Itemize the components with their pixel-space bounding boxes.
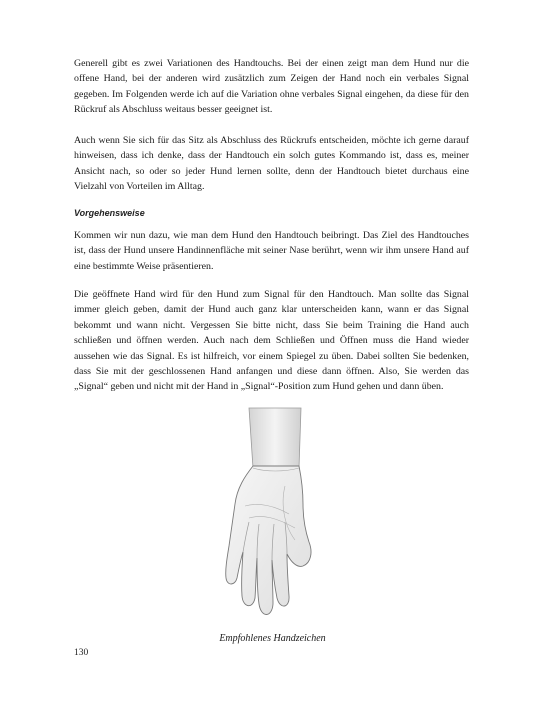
paragraph-sitz: Auch wenn Sie sich für das Sitz als Abschluss des Rückrufs entscheiden, möchte ich gerne darauf hinweisen, dass ich denke, dass der Handtouch ein solch gutes Kommando ist, dass es, meiner Ansicht nach, so oder so jeder Hund lernen sollte, denn der Handtouch bietet durchaus eine Vielzahl von Vorteilen im Alltag. xyxy=(74,135,469,193)
hand-illustration xyxy=(215,406,335,628)
figure-caption: Empfohlenes Handzeichen xyxy=(219,633,326,644)
paragraph-ziel: Kommen wir nun dazu, wie man dem Hund den Handtouch beibringt. Das Ziel des Handtouches ist, dass der Hund unsere Handinnenfläche mit seiner Nase berührt, wenn wir ihm unsere Hand auf eine bestimmte Weise präsentieren. xyxy=(74,230,469,272)
section-heading: Vorgehensweise xyxy=(74,208,145,218)
paragraph-signal: Die geöffnete Hand wird für den Hund zum Signal für den Handtouch. Man sollte das Signal immer gleich geben, damit der Hund auch ganz klar unterscheiden kann, wann er das Signal bekommt und wann nicht. Vergessen Sie bitte nicht, dass Sie beim Training die Hand auch schließen und öffnen werden. Auch nach dem Schließen und Öffnen muss die Hand wieder aussehen wie das Signal. Es ist hilfreich, vor einem Spiegel zu üben. Dabei sollten Sie bedenken, dass Sie mit der geschlossenen Hand anfangen und diese dann öffnen. Also, Sie werden das „Signal“ geben und nicht mit der Hand in „Signal“-Position zum Hund gehen und dann üben. xyxy=(74,289,469,393)
paragraph-variations: Generell gibt es zwei Variationen des Handtouchs. Bei der einen zeigt man dem Hund nur die offene Hand, bei der anderen wird zusätzlich zum Zeigen der Hand noch ein verbales Signal gegeben. Im Folgenden werde ich auf die Variation ohne verbales Signal eingehen, da diese für den Rückruf als Abschluss weitaus besser geeignet ist. xyxy=(74,58,469,116)
open-hand-icon xyxy=(215,406,335,628)
page-number: 130 xyxy=(74,648,89,658)
